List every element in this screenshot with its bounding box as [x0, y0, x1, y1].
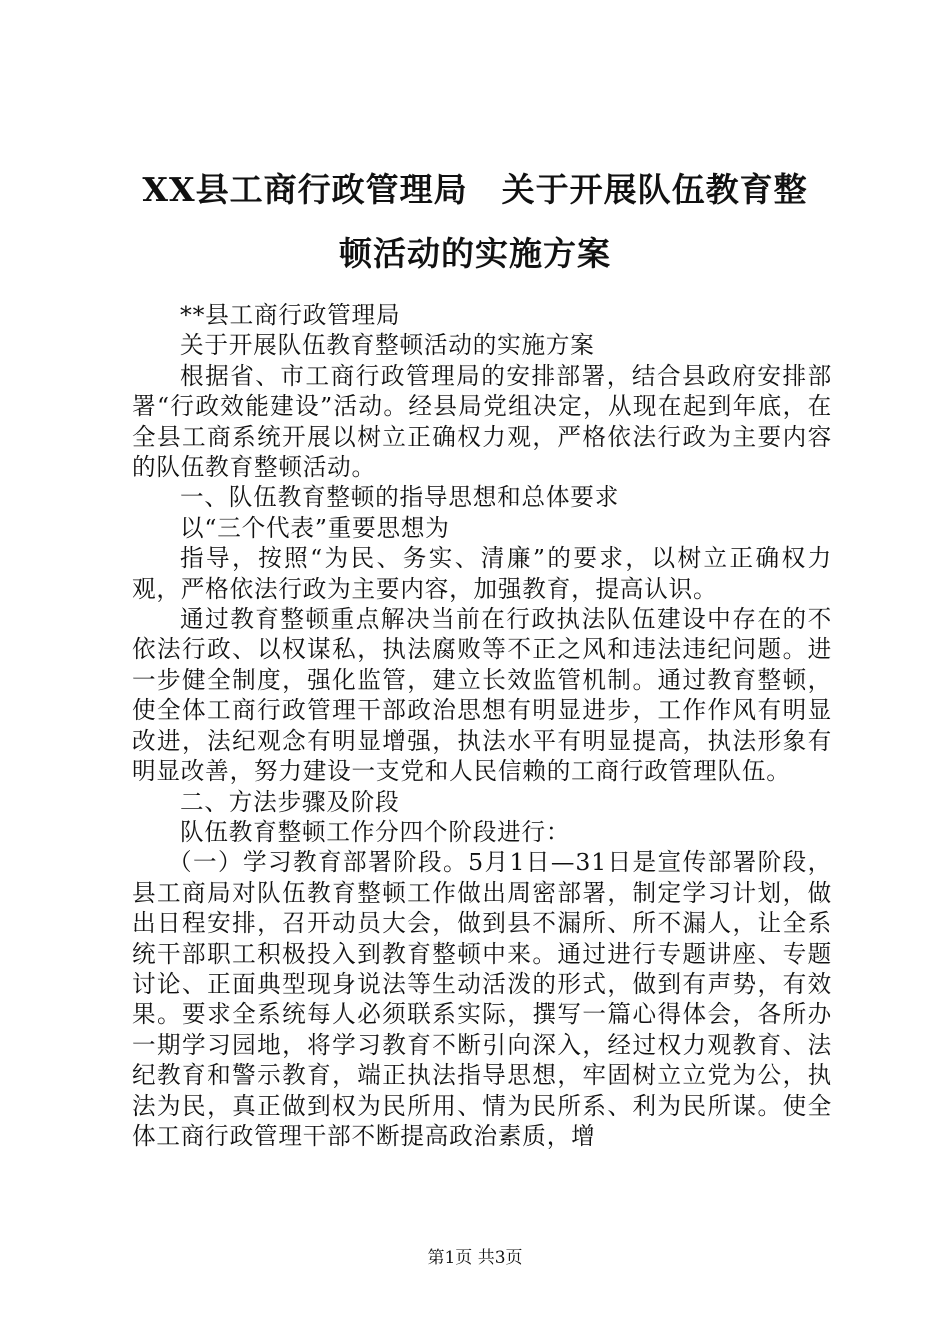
- paragraph: 队伍教育整顿工作分四个阶段进行：: [180, 817, 571, 846]
- document-body: [132, 300, 832, 1151]
- section-heading: 二、方法步骤及阶段: [180, 787, 400, 816]
- title-line-1: XX县工商行政管理局 关于开展队伍教育整: [142, 170, 808, 209]
- section-heading: 一、队伍教育整顿的指导思想和总体要求: [180, 483, 620, 512]
- paragraph: 以“三个代表”重要思想为: [180, 513, 450, 542]
- page-footer: 第1页 共3页: [427, 1248, 523, 1268]
- paragraph: （一）学习教育部署阶段。5月1日—31日是宣传部署阶段，县工商局对队伍教育整顿工作做出周密部署，制定学习计划，做出日程安排，召开动员大会，做到县不漏所、所不漏人，让全系统干部职工积极投入到教育整顿中来。通过进行专题讲座、专题讨论、正面典型现身说法等生动活泼的形式，做到有声势，有效果。要求全系统每人必须联系实际，撰写一篇心得体会，各所办一期学习园地，将学习教育不断引向深入，经过权力观教育、法纪教育和警示教育，端正执法指导思想，牢固树立立党为公，执法为民，真正做到权为民所用、情为民所系、利为民所谋。使全体工商行政管理干部不断提高政治素质，增: [132, 848, 832, 1150]
- paragraph: 根据省、市工商行政管理局的安排部署，结合县政府安排部署“行政效能建设”活动。经县局党组决定，从现在起到年底，在全县工商系统开展以树立正确权力观，严格依法行政为主要内容的队伍教育整顿活动。: [132, 361, 832, 482]
- title-line-2: 顿活动的实施方案: [339, 234, 611, 273]
- paragraph: **县工商行政管理局: [180, 301, 401, 329]
- document-title: [100, 158, 850, 286]
- paragraph: 指导，按照“为民、务实、清廉”的要求，以树立正确权力观，严格依法行政为主要内容，加强教育，提高认识。: [132, 544, 832, 603]
- paragraph: 通过教育整顿重点解决当前在行政执法队伍建设中存在的不依法行政、以权谋私，执法腐败等不正之风和违法违纪问题。进一步健全制度，强化监管，建立长效监管机制。通过教育整顿，使全体工商行政管理干部政治思想有明显进步，工作作风有明显改进，法纪观念有明显增强，执法水平有明显提高，执法形象有明显改善，努力建设一支党和人民信赖的工商行政管理队伍。: [132, 605, 832, 786]
- paragraph: 关于开展队伍教育整顿活动的实施方案: [180, 331, 595, 360]
